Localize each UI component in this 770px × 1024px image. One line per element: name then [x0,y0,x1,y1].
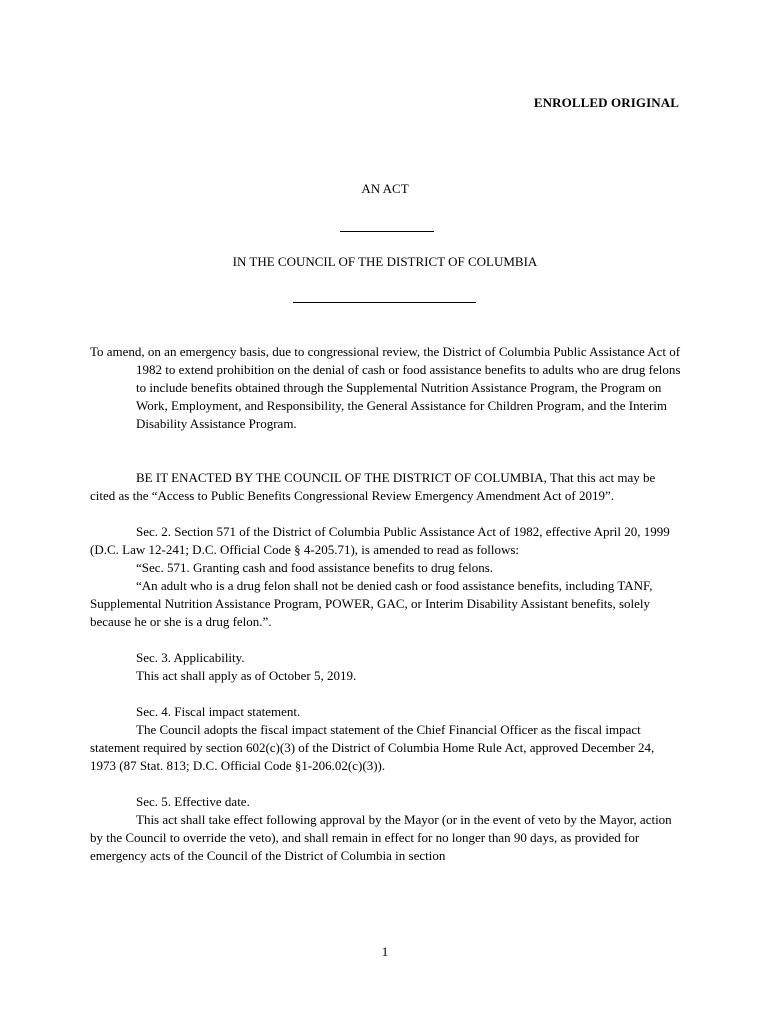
act-title: AN ACT [361,181,409,196]
sec3-text: This act shall apply as of October 5, 2019. [136,668,357,683]
document-body [90,343,682,865]
preamble: To amend, on an emergency basis, due to congressional review, the District of Columbia Public Assistance Act of 1982 to extend prohibition on the denial of cash or food assistance benefits to adults who are drug felons to include benefits obtained through the Supplemental Nutrition Assistance Program, the Program on Work, Employment, and Responsibility, the General Assistance for Children Program, and the Interim Disability Assistance Program. [90,344,681,431]
sec2-text: “An adult who is a drug felon shall not be denied cash or food assistance benefits, including TANF, Supplemental Nutrition Assistance Program, POWER, GAC, or Interim Disability Assistant benefits, solely because he or she is a drug felon.”. [90,578,653,629]
title-rule [340,231,434,232]
sec5-heading: Sec. 5. Effective date. [136,794,250,809]
sec2-intro: Sec. 2. Section 571 of the District of Columbia Public Assistance Act of 1982, effective April 20, 1999 (D.C. Law 12-241; D.C. Official Code § 4-205.71), is amended to read as follows: [90,524,670,557]
sec3-heading: Sec. 3. Applicability. [136,650,245,665]
sec5-text: This act shall take effect following approval by the Mayor (or in the event of veto by the Mayor, action by the Council to override the veto), and shall remain in effect for no longer than 90 days, as provided for emergency acts of the Council of the District of Columbia in section [90,812,672,863]
sec4-text: The Council adopts the fiscal impact statement of the Chief Financial Officer as the fiscal impact statement required by section 602(c)(3) of the District of Columbia Home Rule Act, approved December 24, 1973 (87 Stat. 813; D.C. Official Code §1-206.02(c)(3)). [90,722,655,773]
enacting-clause: BE IT ENACTED BY THE COUNCIL OF THE DISTRICT OF COLUMBIA, That this act may be cited as the “Access to Public Benefits Congressional Review Emergency Amendment Act of 2019”. [90,470,656,503]
page-number: 1 [381,944,389,959]
council-rule [293,302,476,303]
sec4-heading: Sec. 4. Fiscal impact statement. [136,704,301,719]
sec2-heading: “Sec. 571. Granting cash and food assistance benefits to drug felons. [136,560,494,575]
enrolled-original-header: ENROLLED ORIGINAL [533,95,679,110]
council-title: IN THE COUNCIL OF THE DISTRICT OF COLUMBIA [232,254,538,269]
